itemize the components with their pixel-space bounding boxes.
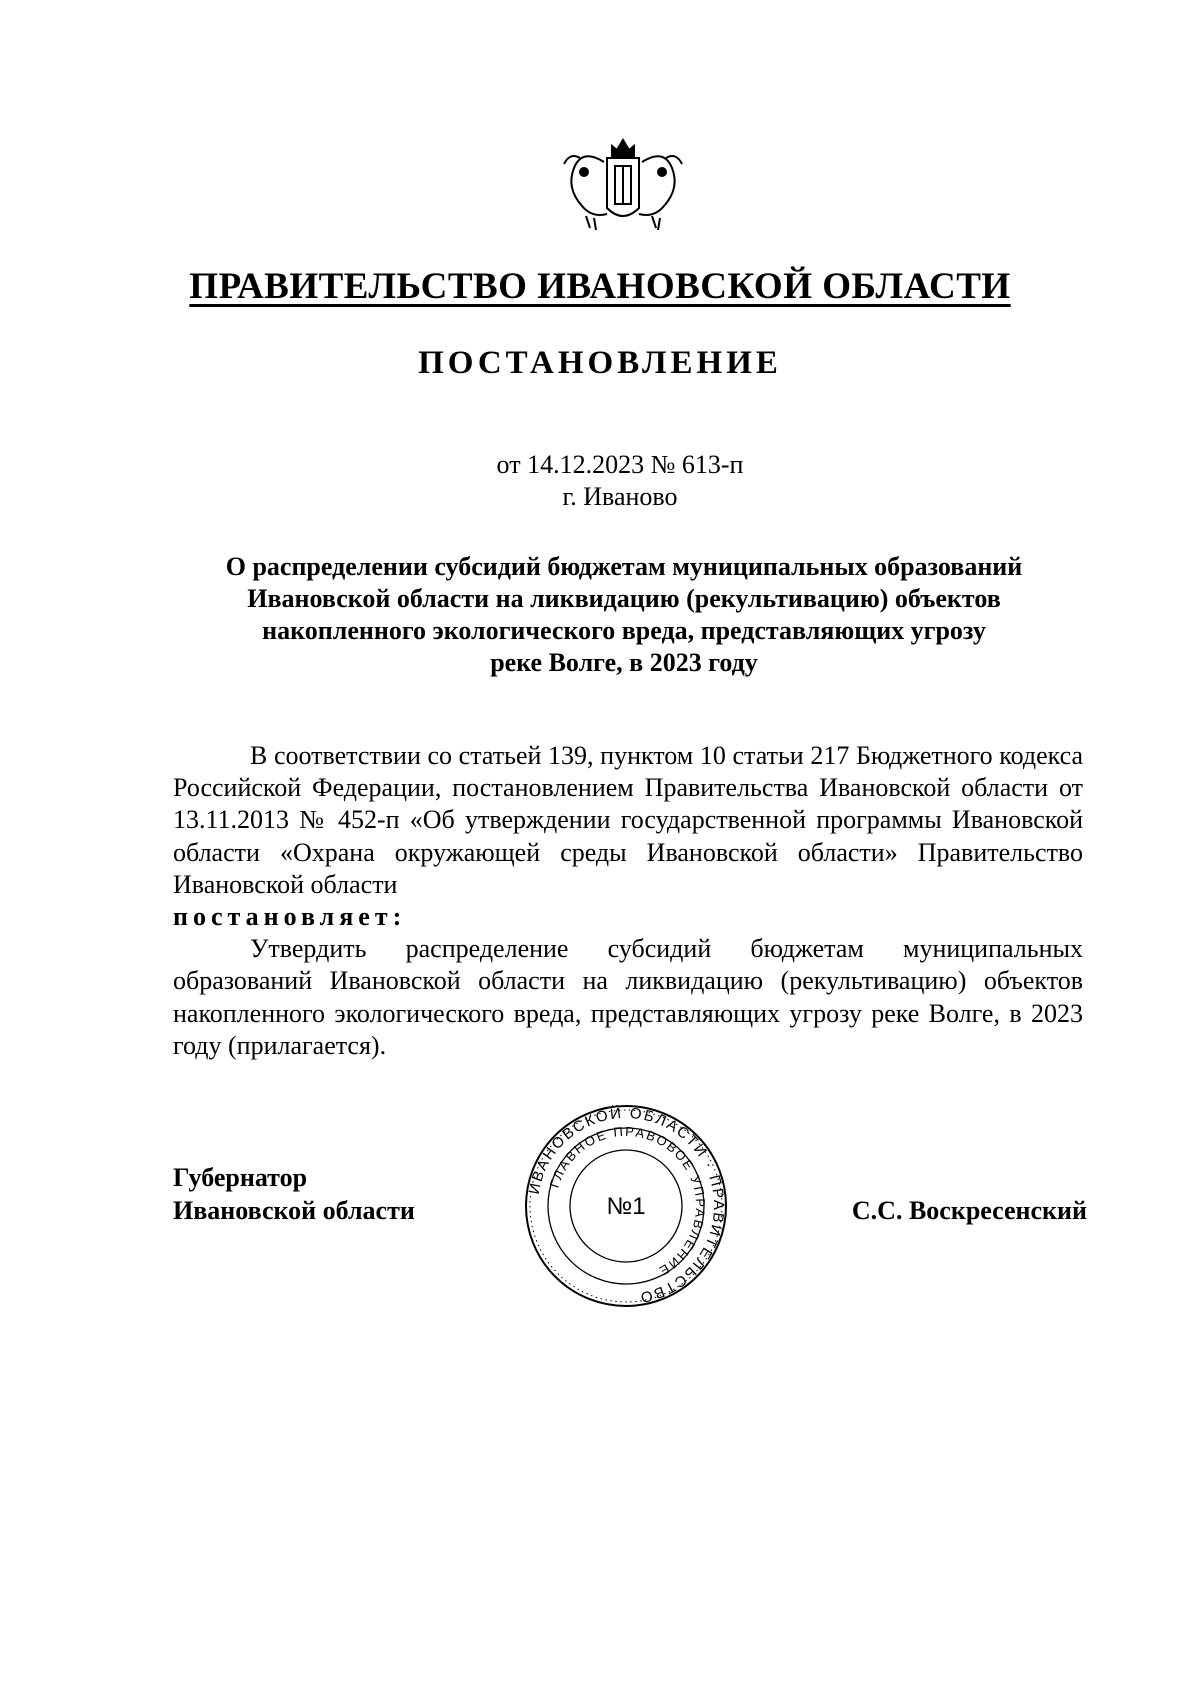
title-line: Ивановской области на ликвидацию (рекультивацию) объектов [247,584,1001,613]
body-paragraph: Утвердить распределение субсидий бюджетам муниципальных образований Ивановской области на ликвидацию (рекультивацию) объектов накопленного экологического вреда, представляющих угрозу реке Волге, в 2023 году (прилагается). [173,934,1083,1060]
organization-title: ПРАВИТЕЛЬСТВО ИВАНОВСКОЙ ОБЛАСТИ [189,266,1011,307]
position-line: Ивановской области [173,1196,415,1225]
stamp-inner-text: ГЛАВНОЕ ПРАВОВОЕ УПРАВЛЕНИЕ [546,1123,709,1280]
preamble-text: В соответствии со статьей 139, пунктом 10 статьи 217 Бюджетного кодекса Российской Федерации, постановлением Правительства Ивановской области от 13.11.2013 № 452-п «Об утверждении государственной программы Ивановской области «Охрана окружающей среды Ивановской области» Правительство Ивановской области [173,741,1083,899]
position-line: Губернатор [173,1163,308,1192]
document-city: г. Иваново [562,482,678,511]
document-date-number: от 14.12.2023 № 613-п [496,450,744,479]
body-paragraph [173,740,1083,933]
document-body [173,740,1083,1062]
official-stamp [522,1102,730,1310]
signatory-name: С.С. Воскресенский [851,1196,1087,1225]
signatory-position [173,1161,415,1227]
coat-of-arms-icon [552,128,695,236]
title-line: реке Волге, в 2023 году [490,648,758,677]
decree-word: постановляет: [173,902,407,932]
title-line: накопленного экологического вреда, представляющих угрозу [262,616,986,645]
stamp-number: №1 [606,1193,646,1220]
title-line: О распределении субсидий бюджетам муниципальных образований [225,552,1023,581]
document-type: ПОСТАНОВЛЕНИЕ [418,345,782,381]
document-title [150,551,1098,679]
stamp-outer-text: ИВАНОВСКОЙ ОБЛАСТИ · ПРАВИТЕЛЬСТВО [525,1104,728,1307]
